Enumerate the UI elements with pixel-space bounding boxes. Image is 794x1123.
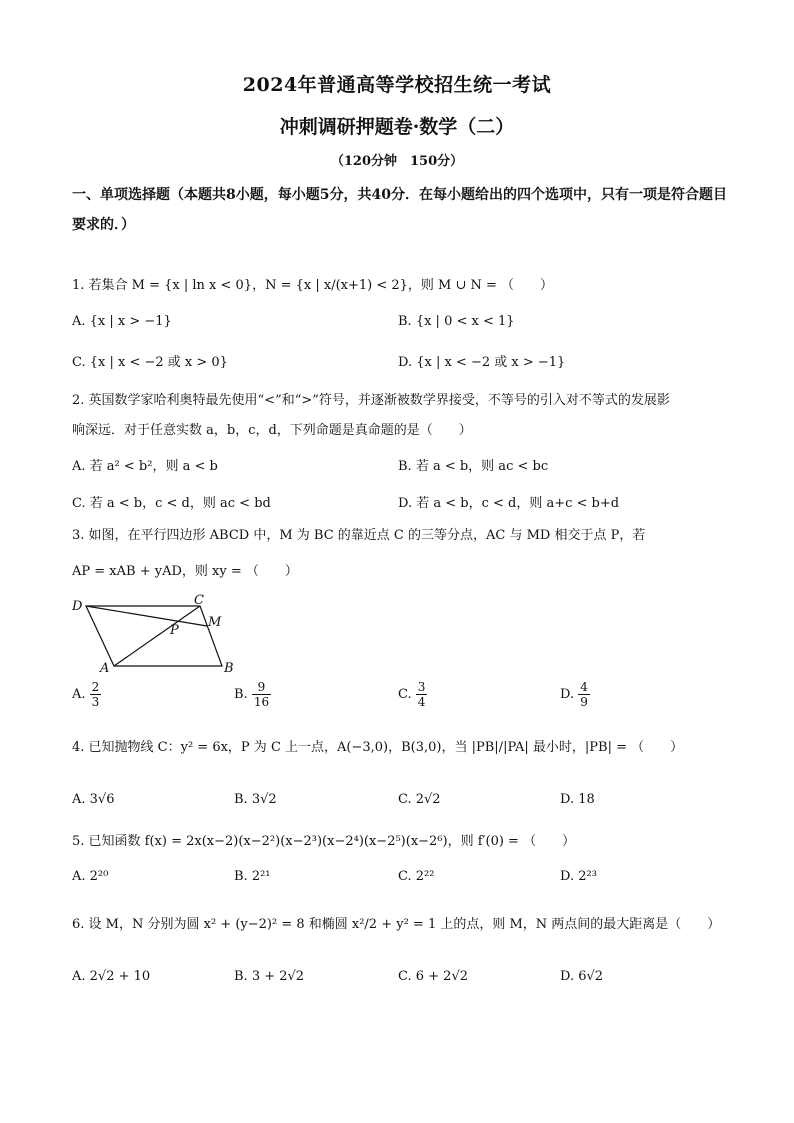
question-5-option-d: D. 2²³ bbox=[560, 869, 597, 884]
question-6-option-a: A. 2√2 + 10 bbox=[72, 969, 151, 984]
question-6-option-d: D. 6√2 bbox=[560, 969, 604, 984]
question-5-stem: 5. 已知函数 f(x) = 2x(x−2)(x−2²)(x−2³)(x−2⁴)(x−2⁵)(x−2⁶)，则 f′(0) = （ ） bbox=[72, 834, 576, 849]
question-3-option-c bbox=[398, 680, 427, 709]
diagonal-ac bbox=[114, 606, 200, 666]
question-3-option-a bbox=[72, 680, 101, 709]
question-1-option-c: C. {x | x < −2 或 x > 0} bbox=[72, 355, 228, 370]
fraction bbox=[578, 680, 590, 709]
question-6-option-c: C. 6 + 2√2 bbox=[398, 969, 469, 984]
question-4-option-a: A. 3√6 bbox=[72, 792, 115, 807]
segment-dm bbox=[86, 606, 207, 626]
numerator: 2 bbox=[91, 680, 100, 694]
question-4-option-c: C. 2√2 bbox=[398, 792, 441, 807]
question-2-option-c: C. 若 a < b，c < d，则 ac < bd bbox=[72, 496, 271, 511]
exam-title: 2024年普通高等学校招生统一考试 bbox=[242, 74, 552, 96]
label-m: M bbox=[208, 615, 222, 630]
question-4-option-b: B. 3√2 bbox=[234, 792, 277, 807]
question-2-option-d: D. 若 a < b，c < d，则 a+c < b+d bbox=[398, 496, 620, 511]
fraction bbox=[252, 680, 271, 709]
label-b: B bbox=[224, 661, 234, 674]
question-2-stem-line2: 响深远．对于任意实数 a，b，c，d，下列命题是真命题的是（ ） bbox=[72, 423, 472, 438]
fraction bbox=[416, 680, 428, 709]
numerator: 9 bbox=[252, 680, 271, 695]
question-1-stem: 1. 若集合 M = {x | ln x < 0}，N = {x | x/(x+1) < 2}，则 M ∪ N = （ ） bbox=[72, 278, 554, 293]
option-letter: A. bbox=[72, 687, 86, 702]
question-2-option-a: A. 若 a² < b²，则 a < b bbox=[72, 459, 218, 474]
label-c: C bbox=[194, 594, 204, 608]
denominator: 16 bbox=[253, 695, 270, 709]
question-5-option-b: B. 2²¹ bbox=[234, 869, 271, 884]
question-2-stem-line1: 2. 英国数学家哈利奥特最先使用“<”和“>”符号，并逐渐被数学界接受，不等号的引入对不等式的发展影 bbox=[72, 393, 670, 408]
question-3-stem-line2: AP = xAB + yAD，则 xy = （ ） bbox=[72, 564, 298, 579]
option-letter: B. bbox=[234, 687, 248, 702]
question-6-stem: 6. 设 M，N 分别为圆 x² + (y−2)² = 8 和椭圆 x²/2 + y² = 1 上的点，则 M，N 两点间的最大距离是（ ） bbox=[72, 917, 721, 932]
denominator: 4 bbox=[417, 695, 426, 709]
question-2-option-b: B. 若 a < b，则 ac < bc bbox=[398, 459, 549, 474]
denominator: 3 bbox=[91, 695, 100, 709]
denominator: 9 bbox=[580, 695, 588, 709]
exam-subtitle: 冲刺调研押题卷·数学（二） bbox=[279, 116, 515, 138]
option-letter: C. bbox=[398, 687, 412, 702]
question-4-option-d: D. 18 bbox=[560, 792, 595, 807]
question-6-option-b: B. 3 + 2√2 bbox=[234, 969, 305, 984]
question-3-option-d bbox=[560, 680, 590, 709]
parallelogram-figure bbox=[68, 594, 238, 674]
label-a: A bbox=[100, 661, 110, 674]
label-d: D bbox=[72, 599, 83, 614]
parallelogram-shape bbox=[86, 606, 222, 666]
question-5-option-a: A. 2²⁰ bbox=[72, 869, 109, 884]
numerator: 4 bbox=[580, 680, 588, 694]
question-3-stem-line1: 3. 如图，在平行四边形 ABCD 中，M 为 BC 的靠近点 C 的三等分点，AC 与 MD 相交于点 P，若 bbox=[72, 528, 646, 543]
time-score: （120分钟 150分） bbox=[330, 154, 464, 169]
question-1-option-a: A. {x | x > −1} bbox=[72, 314, 172, 329]
fraction bbox=[90, 680, 102, 709]
question-3-option-b bbox=[234, 680, 271, 709]
option-letter: D. bbox=[560, 687, 575, 702]
question-5-option-c: C. 2²² bbox=[398, 869, 435, 884]
section-heading: 一、单项选择题（本题共8小题，每小题5分，共40分．在每小题给出的四个选项中，只有一项是符合题目要求的．） bbox=[72, 187, 727, 233]
numerator: 3 bbox=[417, 680, 426, 694]
question-1-option-b: B. {x | 0 < x < 1} bbox=[398, 314, 515, 329]
question-4-stem: 4. 已知抛物线 C：y² = 6x，P 为 C 上一点，A(−3,0)，B(3,0)，当 |PB|/|PA| 最小时，|PB| = （ ） bbox=[72, 740, 684, 755]
question-1-option-d: D. {x | x < −2 或 x > −1} bbox=[398, 355, 566, 370]
label-p: P bbox=[170, 623, 179, 638]
